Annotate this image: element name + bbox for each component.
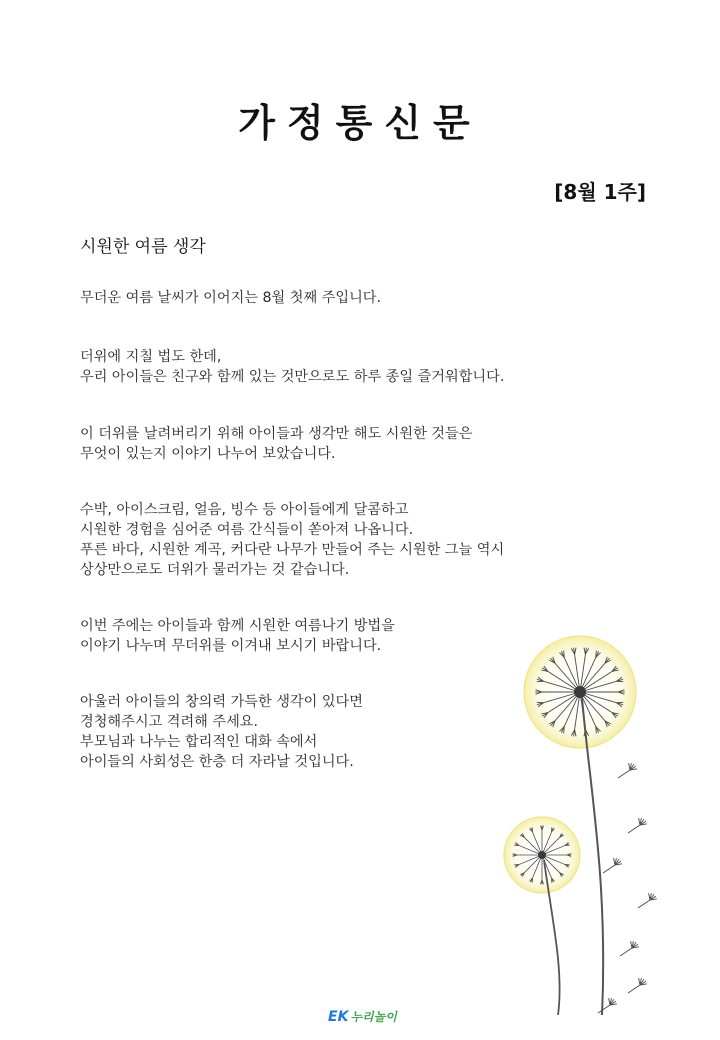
- paragraph-2: [80, 347, 600, 387]
- paragraph-line: 이 더위를 날려버리기 위해 아이들과 생각만 해도 시원한 것들은: [80, 426, 473, 442]
- paragraph-line: 부모님과 나누는 합리적인 대화 속에서: [80, 734, 318, 750]
- paragraph-line: 무더운 여름 날씨가 이어지는 8월 첫째 주입니다.: [80, 290, 381, 306]
- paragraph-line: 더위에 지칠 법도 한데,: [80, 349, 222, 365]
- paragraph-line: 시원한 경험을 심어준 여름 간식들이 쏟아져 나옵니다.: [80, 522, 414, 538]
- logo-ek: EK: [328, 1008, 349, 1025]
- dandelion-illustration: [490, 630, 690, 1020]
- paragraph-line: 우리 아이들은 친구와 함께 있는 것만으로도 하루 종일 즐거워합니다.: [80, 369, 505, 385]
- week-label: [8월 1주]: [554, 180, 646, 204]
- paragraph-4: [80, 500, 600, 580]
- paragraph-line: 무엇이 있는지 이야기 나누어 보았습니다.: [80, 446, 336, 462]
- brand-logo: [328, 1008, 397, 1025]
- paragraph-line: 이야기 나누며 무더위를 이겨내 보시기 바랍니다.: [80, 638, 382, 654]
- small-flower-center: [538, 851, 546, 859]
- paragraph-line: 푸른 바다, 시원한 계곡, 커다란 나무가 만들어 주는 시원한 그늘 역시: [80, 542, 505, 558]
- page-title: 가정통신문: [238, 101, 482, 145]
- section-subtitle: 시원한 여름 생각: [80, 237, 206, 257]
- paragraph-1: [80, 288, 600, 308]
- paragraph-line: 수박, 아이스크림, 얼음, 빙수 등 아이들에게 달콤하고: [80, 502, 409, 518]
- floating-seeds: [598, 763, 657, 1013]
- paragraph-line: 아이들의 사회성은 한층 더 자라날 것입니다.: [80, 754, 354, 770]
- paragraph-line: 이번 주에는 아이들과 함께 시원한 여름나기 방법을: [80, 618, 395, 634]
- paragraph-3: [80, 424, 600, 464]
- paragraph-line: 상상만으로도 더위가 물러가는 것 같습니다.: [80, 562, 350, 578]
- paragraph-line: 아울러 아이들의 창의력 가득한 생각이 있다면: [80, 694, 363, 710]
- large-flower-center: [574, 686, 586, 698]
- logo-text: 누리놀이: [350, 1010, 397, 1024]
- paragraph-line: 경청해주시고 격려해 주세요.: [80, 714, 258, 730]
